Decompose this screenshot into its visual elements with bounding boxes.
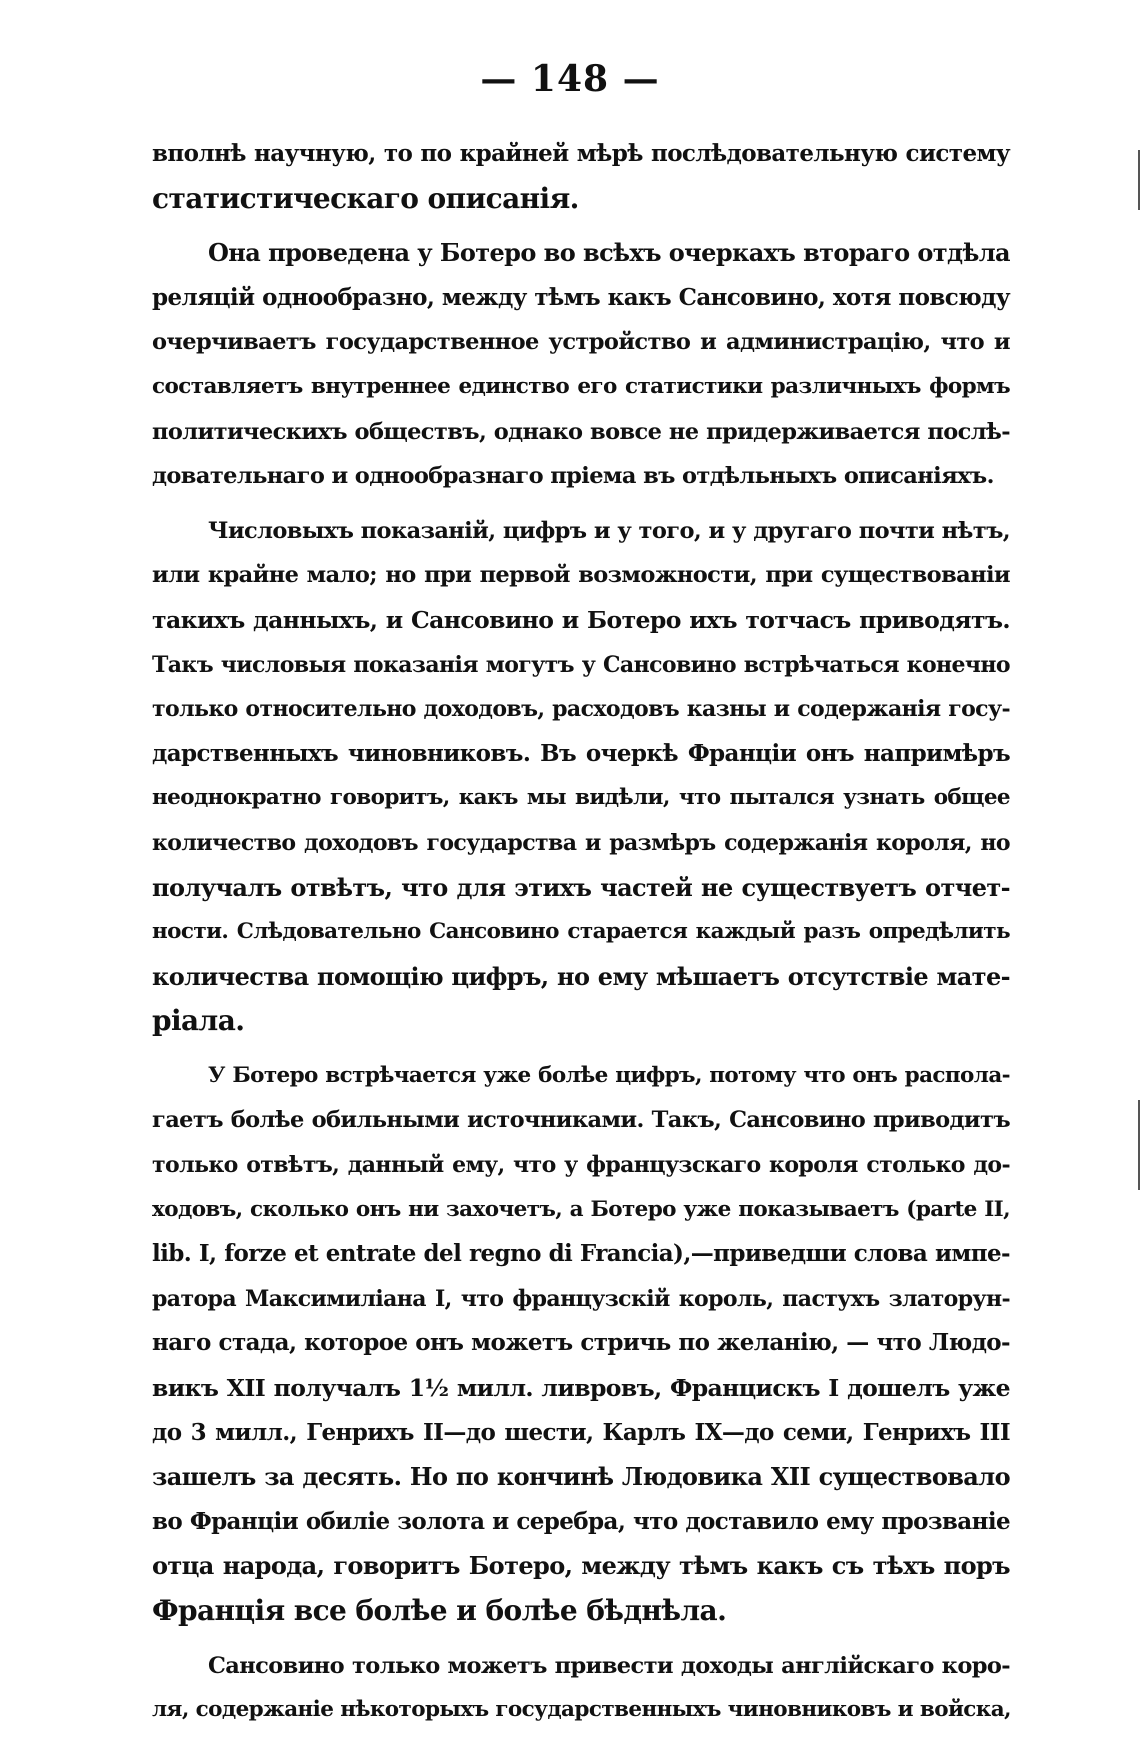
paragraph (152, 132, 1010, 221)
text-line: ратора Максимиліана I, что французскій король, пастухъ златорун- (152, 1285, 1010, 1312)
text-line: Сансовино только можетъ привести доходы англійскаго коро- (208, 1652, 1010, 1679)
text-line: ля, содержаніе нѣкоторыхъ государственныхъ чиновниковъ и войска, (152, 1697, 1011, 1723)
text-line: вполнѣ научную, то по крайней мѣрѣ послѣдовательную систему (152, 140, 1010, 167)
text-line: во Франціи обиліе золота и серебра, что доставило ему прозваніе (152, 1507, 1010, 1535)
text-line: дарственныхъ чиновниковъ. Въ очеркѣ Франціи онъ напримѣръ (152, 739, 1010, 767)
text-line: статистическаго описанія. (152, 181, 579, 215)
paragraph (152, 1054, 1010, 1634)
text-line: lib. I, forze et entrate del regno di Francia),—приведши слова импе- (152, 1240, 1010, 1268)
body-text (152, 132, 1010, 1743)
text-line: Франція все болѣе и болѣе бѣднѣла. (152, 1594, 727, 1627)
text-line: зашелъ за десять. Но по кончинѣ Людовика XII существовало (152, 1462, 1010, 1492)
page-number: — 148 — (480, 58, 660, 100)
text-line: отца народа, говоритъ Ботеро, между тѣмъ какъ съ тѣхъ поръ (152, 1551, 1010, 1581)
text-line: неоднократно говоритъ, какъ мы видѣли, что пытался узнать общее (152, 785, 1010, 811)
text-line: количества помощію цифръ, но ему мѣшаетъ отсутствіе мате- (152, 961, 1010, 991)
text-line: ріала. (152, 1004, 245, 1038)
text-line: только отвѣтъ, данный ему, что у французскаго короля столько до- (152, 1152, 1010, 1179)
paragraph (152, 1644, 1010, 1733)
text-line: Числовыхъ показаній, цифръ и у того, и у другаго почти нѣтъ, (208, 517, 1010, 544)
text-line: до 3 милл., Генрихъ II—до шести, Карлъ IX—до семи, Генрихъ III (152, 1418, 1010, 1446)
text-line: или крайне мало; но при первой возможности, при существованіи (152, 562, 1010, 589)
text-line: реляцій однообразно, между тѣмъ какъ Сансовино, хотя повсюду (152, 283, 1010, 311)
paragraph (152, 509, 1010, 1044)
text-line: Она проведена у Ботеро во всѣхъ очеркахъ втораго отдѣла (208, 238, 1010, 268)
text-line: только относительно доходовъ, расходовъ казны и содержанія госу- (152, 696, 1010, 723)
paragraph (152, 231, 1010, 499)
text-line: гаетъ болѣе обильными источниками. Такъ, Сансовино приводитъ (152, 1107, 1010, 1134)
text-line: наго стада, которое онъ можетъ стричь по желанію, — что Людо- (152, 1329, 1010, 1357)
text-line: ности. Слѣдовательно Сансовино старается каждый разъ опредѣлить (152, 919, 1010, 945)
text-line: составляетъ внутреннее единство его статистики различныхъ формъ (152, 373, 1010, 399)
text-line: очерчиваетъ государственное устройство и администрацію, что и (152, 329, 1010, 356)
text-line: Такъ числовыя показанія могутъ у Сансовино встрѣчаться конечно (152, 651, 1010, 678)
text-line: политическихъ обществъ, однако вовсе не придерживается послѣ- (152, 418, 1010, 445)
text-line: количество доходовъ государства и размѣръ содержанія короля, но (152, 829, 1010, 856)
text-line: ходовъ, сколько онъ ни захочетъ, а Ботеро уже показываетъ (parte II, (152, 1196, 1010, 1222)
text-line: викъ XII получалъ 1½ милл. ливровъ, Францискъ I дошелъ уже (152, 1374, 1010, 1403)
text-line: довательнаго и однообразнаго пріема въ отдѣльныхъ описаніяхъ. (152, 463, 994, 490)
text-line: получалъ отвѣтъ, что для этихъ частей не существуетъ отчет- (152, 872, 1010, 902)
text-line: такихъ данныхъ, и Сансовино и Ботеро ихъ тотчасъ приводятъ. (152, 605, 1010, 634)
text-line: У Ботеро встрѣчается уже болѣе цифръ, потому что онъ распола- (208, 1062, 1010, 1088)
